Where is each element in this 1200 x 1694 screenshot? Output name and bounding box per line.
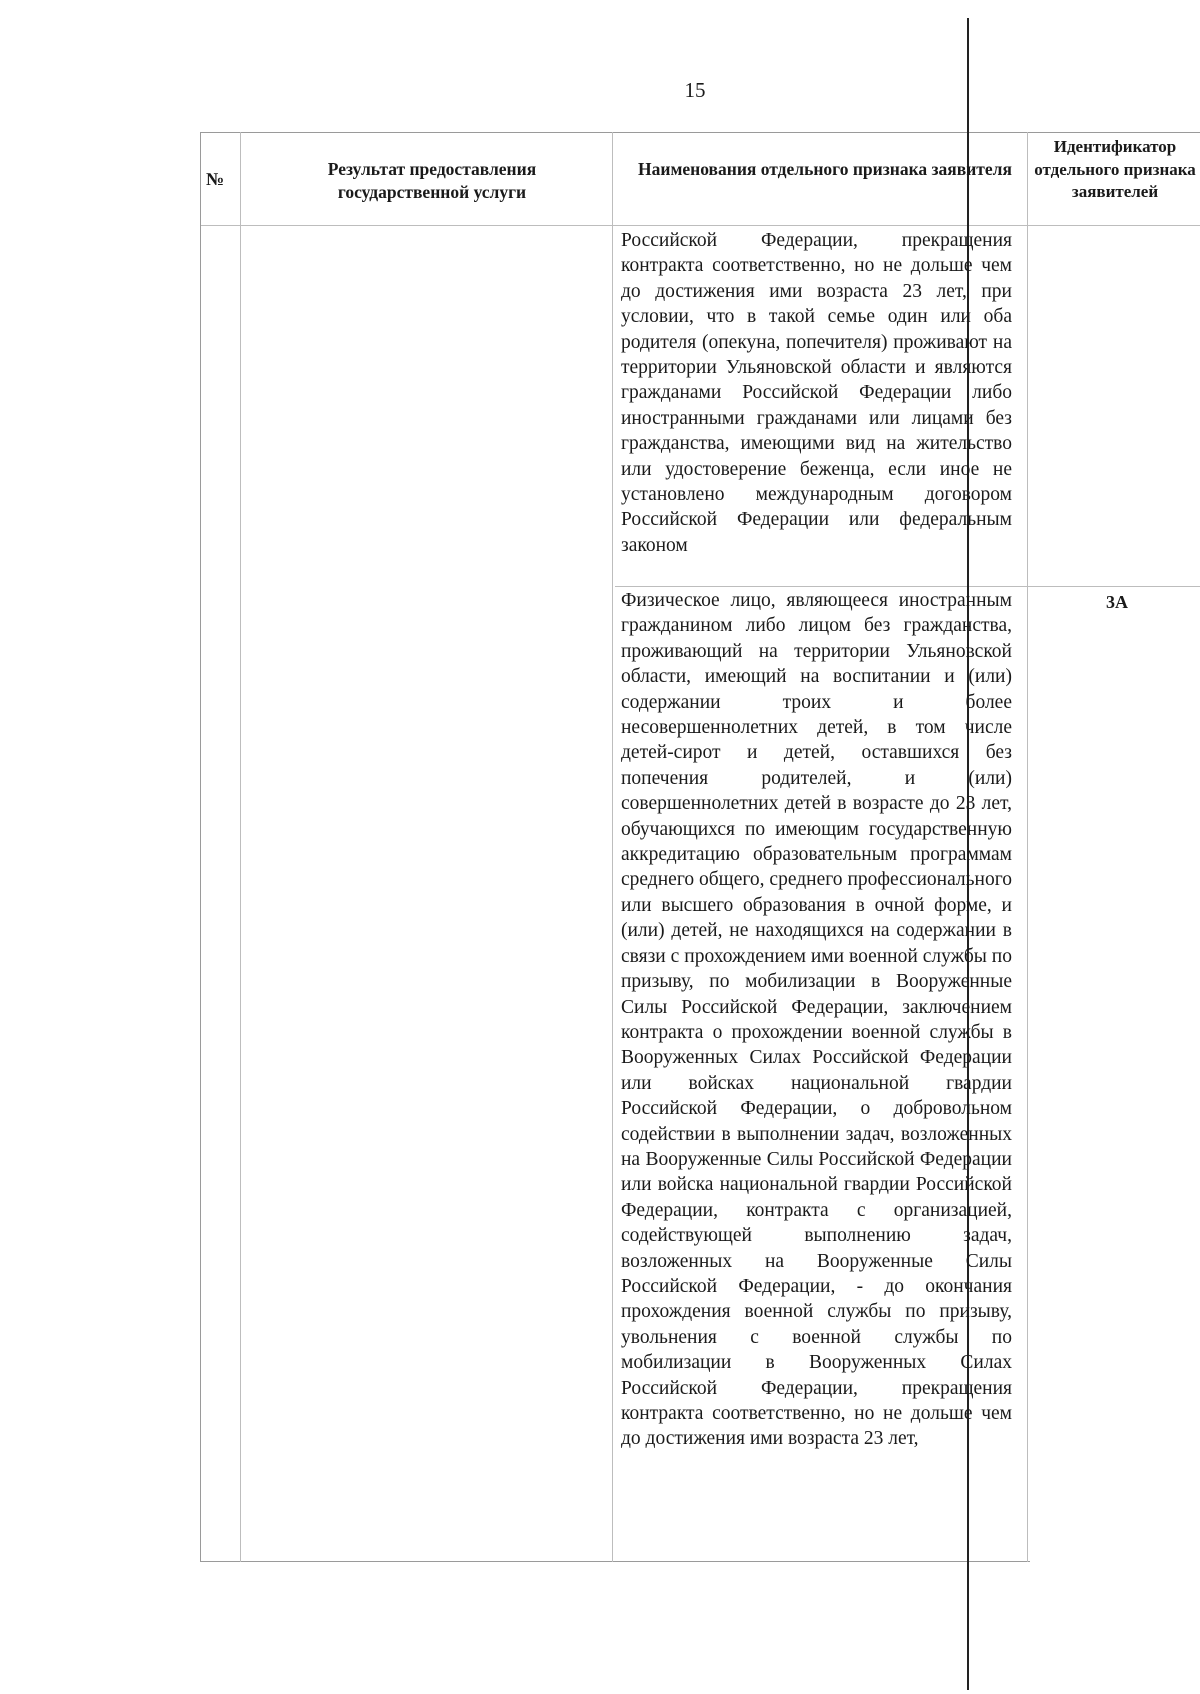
header-result: Результат предоставления государственной услуги — [327, 159, 537, 202]
table-bottom-border — [200, 1561, 1030, 1562]
header-number: № — [205, 169, 225, 189]
table-row-2-identifier: 3А — [1106, 592, 1128, 612]
page-number: 15 — [684, 78, 706, 102]
header-applicant-attribute: Наименования отдельного признака заявителя — [638, 159, 1012, 179]
table-row-2-attribute-text: Физическое лицо, являющееся иностранным гражданином либо лицом без гражданства, проживающий на территории Ульяновской области, имеющий на воспитании и (или) содержании троих и более несовершеннолетних детей, в том числе детей-сирот и детей, оставшихся без попечения родителей, и (или) совершеннолетних детей в возрасте до 23 лет, обучающихся по имеющим государственную аккредитацию образовательным программам среднего общего, среднего профессионального или высшего образования в очной форме, и (или) детей, не находящихся на содержании в связи с прохождением ими военной службы по призыву, по мобилизации в Вооруженные Силы Российской Федерации, заключением контракта о прохождении военной службы в Вооруженных Силах Российской Федерации или войсках национальной гвардии Российской Федерации, о добровольном содействии в выполнении задач, возложенных на Вооруженные Силы Российской Федерации или войска национальной гвардии Российской Федерации, контракта с организацией, содействующей выполнению задач, возложенных на Вооруженные Силы Российской Федерации, - до окончания прохождения военной службы по призыву, увольнения с военной службы по мобилизации в Вооруженных Силах Российской Федерации, прекращения контракта соответственно, но не дольше чем до достижения ими возраста 23 лет, — [621, 590, 1012, 1450]
table-header-bottom-border — [200, 225, 1200, 226]
table-column-divider-3 — [1027, 132, 1028, 1562]
table-left-border — [200, 132, 201, 1562]
header-identifier: Идентификатор отдельного признака заявителей — [1034, 137, 1196, 201]
table-top-border — [200, 132, 1200, 133]
table-column-divider-1 — [240, 132, 241, 1562]
table-column-divider-2 — [612, 132, 613, 1562]
table-row-1-attribute-text: Российской Федерации, прекращения контракта соответственно, но не дольше чем до достижения ими возраста 23 лет, при условии, что в такой семье один или оба родителя (опекуна, попечителя) проживают на территории Ульяновской области и являются гражданами Российской Федерации либо иностранными гражданами или лицами без гражданства, имеющими вид на жительство или удостоверение беженца, если иное не установлено международным договором Российской Федерации или федеральным законом — [621, 230, 1012, 556]
table-row-divider — [615, 586, 1200, 587]
